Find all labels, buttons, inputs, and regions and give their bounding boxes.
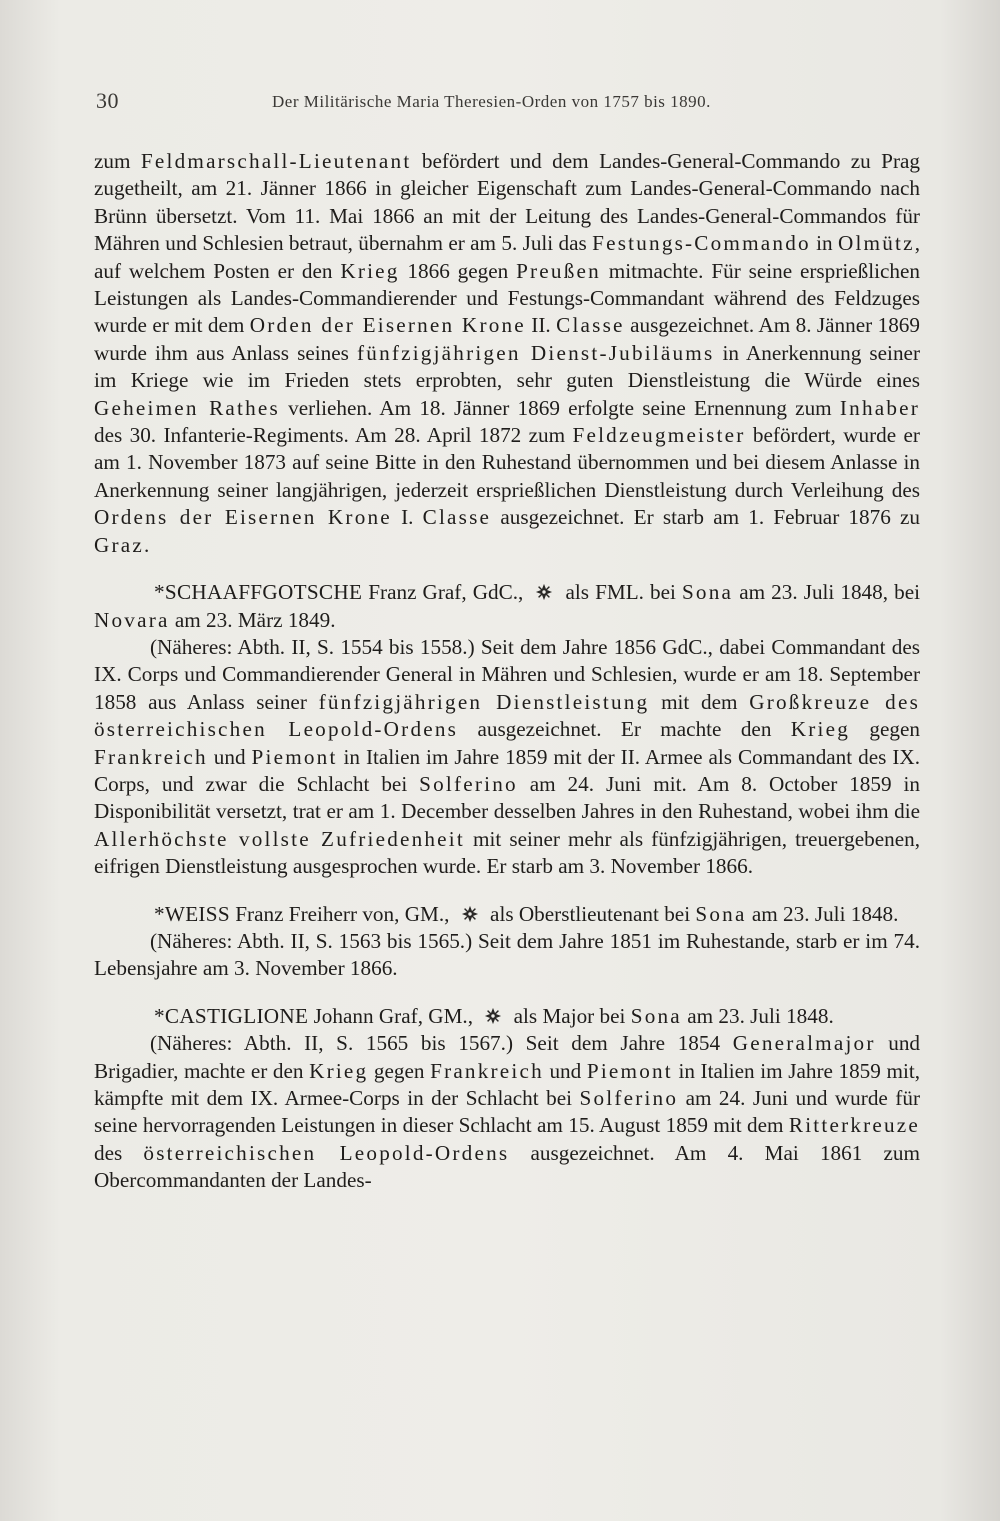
person-name: *CASTIGLIONE bbox=[154, 1003, 309, 1028]
spaced-text: Sona bbox=[681, 580, 734, 605]
text-run: am 24. Juni mit. Am 8. October 1859 in Disponibilität versetzt, trat er am 1. December desselben Jahres in den Ruhestand, wobei ihm die bbox=[94, 771, 920, 824]
spaced-text: Frankreich bbox=[94, 744, 208, 769]
spaced-text: Ordens der Eisernen Krone bbox=[94, 505, 392, 530]
text-run: I. bbox=[391, 505, 423, 530]
text-run: verliehen. Am 18. Jänner 1869 erfolgte seine Ernennung zum bbox=[279, 395, 840, 420]
spaced-text: Feldmarschall-Lieutenant bbox=[140, 149, 412, 173]
text-run: des bbox=[94, 1140, 144, 1165]
spaced-text: fünfzigjährigen Dienst-Jubiläums bbox=[357, 340, 715, 365]
person-name: *SCHAAFFGOTSCHE bbox=[154, 580, 363, 605]
text-run: in bbox=[810, 231, 838, 256]
text-run: ausgezeichnet. Am 8. Jänner 1869 wurde ihm aus Anlass seines bbox=[94, 313, 920, 365]
text-run: mitmachte. Für seine ersprießlichen Leistungen als Landes-Commandierender und Festungs-Commandant während des Feldzuges wurde er mit dem bbox=[94, 258, 920, 338]
person-name: *WEISS bbox=[154, 901, 230, 926]
page-header bbox=[96, 88, 916, 118]
text-run: am 23. März 1849. bbox=[169, 607, 336, 632]
text-run: , auf welchem Posten er den bbox=[94, 231, 920, 283]
spaced-text: Piemont bbox=[586, 1058, 673, 1083]
spaced-text: Classe bbox=[422, 505, 492, 530]
text-run: Franz Freiherr von, GM., bbox=[229, 901, 455, 926]
text-run: befördert, wurde er am 1. November 1873 auf seine Bitte in den Ruhestand übernommen und bei diesem Anlasse in Anerkennung seiner langjährigen, jederzeit ersprießlichen Dienstleistung durch Verleihung des bbox=[94, 423, 920, 502]
spaced-text: Solferino bbox=[419, 771, 518, 796]
text-run: zum bbox=[94, 149, 141, 173]
spaced-text: Frankreich bbox=[430, 1058, 544, 1083]
spaced-text: Novara bbox=[94, 607, 170, 632]
text-run: mit seiner mehr als fünfzigjährigen, treuergebenen, eifrigen Dienstleistung ausgesprochen wurde. Er starb am 3. November 1866. bbox=[94, 826, 920, 879]
text-run: als Major bei bbox=[508, 1003, 631, 1028]
text-run: als FML. bei bbox=[559, 580, 682, 605]
text-run: Franz Graf, GdC., bbox=[362, 580, 530, 605]
spaced-text: Inhaber bbox=[839, 395, 920, 420]
spaced-text: Generalmajor bbox=[732, 1031, 876, 1056]
text-run: gegen bbox=[850, 717, 920, 742]
text-run: II. bbox=[525, 313, 557, 338]
spaced-text: Graz bbox=[94, 532, 144, 557]
text-run: und bbox=[207, 744, 252, 769]
spaced-text: Feldzeugmeister bbox=[572, 423, 746, 448]
running-title: Der Militärische Maria Theresien-Orden von 1757 bis 1890. bbox=[272, 92, 711, 111]
entry-heading-schaaffgotsche bbox=[94, 579, 920, 634]
text-run: am 23. Juli 1848. bbox=[681, 1003, 834, 1028]
spaced-text: Ritterkreuze bbox=[788, 1113, 920, 1138]
text-run: am 23. Juli 1848, bei bbox=[733, 580, 920, 605]
text-run: am 24. Juni und wurde für seine hervorragenden Leistungen in dieser Schlacht am 15. August 1859 mit dem bbox=[94, 1086, 920, 1138]
spaced-text: Allerhöchste vollste Zufriedenheit bbox=[94, 826, 465, 851]
entry-body-schaaffgotsche bbox=[94, 634, 920, 881]
spaced-text: Geheimen Rathes bbox=[94, 395, 280, 420]
spaced-text: Sona bbox=[630, 1003, 682, 1028]
entry-heading-weiss bbox=[94, 901, 920, 928]
text-run: mit dem bbox=[649, 689, 750, 714]
spaced-text: Sona bbox=[695, 901, 747, 926]
order-cross-icon bbox=[484, 1007, 502, 1025]
text-run: in Italien im Jahre 1859 mit der II. Armee als Commandant des IX. Corps, und zwar die Schlacht bei bbox=[94, 744, 921, 796]
page-number: 30 bbox=[96, 88, 119, 113]
text-run: 1866 gegen bbox=[399, 258, 517, 283]
spaced-text: Orden der Eisernen Krone bbox=[249, 313, 526, 338]
text-run: und Brigadier, machte er den bbox=[94, 1031, 921, 1083]
text-run: . bbox=[143, 532, 150, 557]
order-cross-icon bbox=[461, 905, 479, 923]
text-run: ausgezeichnet. Er machte den bbox=[458, 717, 791, 742]
spaced-text: Krieg bbox=[309, 1058, 369, 1083]
spaced-text: Festungs-Commando bbox=[592, 231, 811, 256]
text-run: und bbox=[543, 1058, 587, 1083]
text-run: (Näheres: Abth. II, S. 1554 bis 1558.) Seit dem Jahre 1856 GdC., dabei Commandant des IX. Corps und Commandierender General in Mähren und Schlesien, wurde er am 18. September 1858 aus Anlass seiner bbox=[94, 634, 920, 714]
text-run: (Näheres: Abth. II, S. 1565 bis 1567.) Seit dem Jahre 1854 bbox=[150, 1031, 733, 1056]
page-body bbox=[94, 148, 920, 1195]
text-run: des 30. Infanterie-Regiments. Am 28. April 1872 zum bbox=[94, 423, 573, 448]
text-run: in Anerkennung seiner im Kriege wie im Frieden stets erprobten, sehr guten Dienstleistung die Würde eines bbox=[94, 340, 920, 393]
spaced-text: Preußen bbox=[516, 258, 601, 283]
spaced-text: fünfzigjährigen Dienstleistung bbox=[318, 689, 650, 714]
spaced-text: österreichischen Leopold-Ordens bbox=[143, 1140, 510, 1165]
text-run: Johann Graf, GM., bbox=[308, 1003, 479, 1028]
spaced-text: Classe bbox=[556, 313, 625, 338]
spaced-text: Piemont bbox=[251, 744, 338, 769]
text-run: gegen bbox=[368, 1058, 431, 1083]
entry-heading-castiglione bbox=[94, 1003, 920, 1030]
order-cross-icon bbox=[535, 583, 553, 601]
entry-body-weiss: (Näheres: Abth. II, S. 1563 bis 1565.) Seit dem Jahre 1851 im Ruhestande, starb er im 74. Lebensjahre am 3. November 1866. bbox=[94, 928, 920, 981]
entry-body-castiglione bbox=[94, 1030, 920, 1194]
text-run: ausgezeichnet. Er starb am 1. Februar 1876 zu bbox=[491, 505, 920, 530]
text-run: in Italien im Jahre 1859 mit, kämpfte mit dem IX. Armee-Corps in der Schlacht bei bbox=[94, 1058, 921, 1110]
text-run: befördert und dem Landes-General-Commando zu Prag zugetheilt, am 21. Jänner 1866 in gleicher Eigenschaft zum Landes-General-Commando nach Brünn übersetzt. Vom 11. Mai 1866 an mit der Leitung des Landes-General-Commandos für Mähren und Schlesien betraut, übernahm er am 5. Juli das bbox=[94, 149, 920, 256]
spaced-text: Solferino bbox=[579, 1086, 679, 1110]
text-run: als Oberstlieutenant bei bbox=[484, 901, 696, 926]
spaced-text: Krieg bbox=[790, 717, 851, 742]
spaced-text: Olmütz bbox=[837, 231, 915, 256]
text-run: am 23. Juli 1848. bbox=[746, 901, 899, 926]
spaced-text: Großkreuze des österreichischen Leopold-Ordens bbox=[94, 689, 921, 742]
text-run: ausgezeichnet. Am 4. Mai 1861 zum Obercommandanten der Landes- bbox=[94, 1140, 920, 1193]
paragraph-continuation bbox=[94, 148, 920, 559]
spaced-text: Krieg bbox=[340, 258, 400, 283]
